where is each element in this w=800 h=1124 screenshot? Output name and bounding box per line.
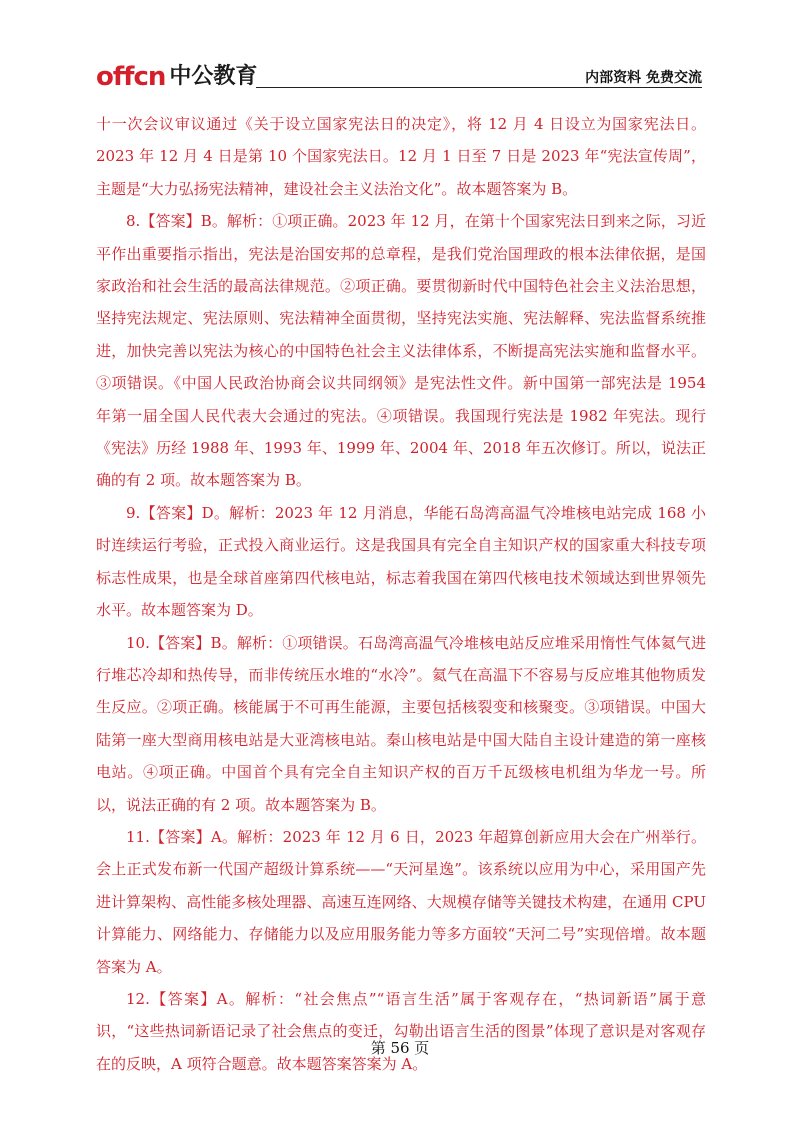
logo-text-cn: 中公教育 [169, 64, 258, 89]
paragraph-continuation: 十一次会议审议通过《关于设立国家宪法日的决定》，将 12 月 4 日设立为国家宪法日。2023 年 12 月 4 日是第 10 个国家宪法日。12 月 1 日至 7 日是 2023 年“宪法宣传周”，主题是“大力弘扬宪法精神，建设社会主义法治文化”。故本题答案为 B。 [96, 115, 706, 198]
answer-11: 11.【答案】A。解析：2023 年 12 月 6 日，2023 年超算创新应用大会在广州举行。会上正式发布新一代国产超级计算系统——“天河星逸”。该系统以应用为中心，采用国产先进计算架构、高性能多核处理器、高速互连网络、大规模存储等关键技术构建，在通用 CPU 计算能力、网络能力、存储能力以及应用服务能力等多方面较“天河二号”实现倍增。故本题答案为 A。 [96, 827, 706, 976]
logo-text-en: offcn [96, 62, 166, 92]
answer-8: 8.【答案】B。解析：①项正确。2023 年 12 月，在第十个国家宪法日到来之际，习近平作出重要指示指出，宪法是治国安邦的总章程，是我们党治国理政的根本法律依据，是国家政治和社会生活的最高法律规范。②项正确。要贯彻新时代中国特色社会主义法治思想，坚持宪法规定、宪法原则、宪法精神全面贯彻，坚持宪法实施、宪法解释、宪法监督系统推进，加快完善以宪法为核心的中国特色社会主义法律体系，不断提高宪法实施和监督水平。③项错误。《中国人民政治协商会议共同纲领》是宪法性文件。新中国第一部宪法是 1954 年第一届全国人民代表大会通过的宪法。④项错误。我国现行宪法是 1982 年宪法。现行《宪法》历经 1988 年、1993 年、1999 年、2004 年、2018 年五次修订。所以，说法正确的有 2 项。故本题答案为 B。 [96, 212, 706, 490]
offcn-logo [96, 60, 257, 90]
page-header [96, 60, 702, 90]
answer-10: 10.【答案】B。解析：①项错误。石岛湾高温气冷堆核电站反应堆采用惰性气体氦气进行堆芯冷却和热传导，而非传统压水堆的“水冷”。氦气在高温下不容易与反应堆其他物质发生反应。②项正确。核能属于不可再生能源，主要包括核裂变和核聚变。③项错误。中国大陆第一座大型商用核电站是大亚湾核电站。秦山核电站是中国大陆自主设计建造的第一座核电站。④项正确。中国首个具有完全自主知识产权的百万千瓦级核电机组为华龙一号。所以，说法正确的有 2 项。故本题答案为 B。 [96, 633, 706, 814]
page-number: 第 56 页 [370, 1039, 430, 1057]
document-body [96, 108, 706, 1080]
header-divider [256, 87, 702, 88]
answer-9: 9.【答案】D。解析：2023 年 12 月消息，华能石岛湾高温气冷堆核电站完成 168 小时连续运行考验，正式投入商业运行。这是我国具有完全自主知识产权的国家重大科技专项标志性成果，也是全球首座第四代核电站，标志着我国在第四代核电技术领域达到世界领先水平。故本题答案为 D。 [96, 503, 706, 620]
header-note: 内部资料 免费交流 [585, 70, 702, 86]
answer-12: 12.【答案】A。解析：“社会焦点”“语言生活”属于客观存在，“热词新语”属于意识，“这些热词新语记录了社会焦点的变迁，勾勒出语言生活的图景”体现了意识是对客观存在的反映，A 项符合题意。故本题答案答案为 A。 [96, 989, 706, 1073]
